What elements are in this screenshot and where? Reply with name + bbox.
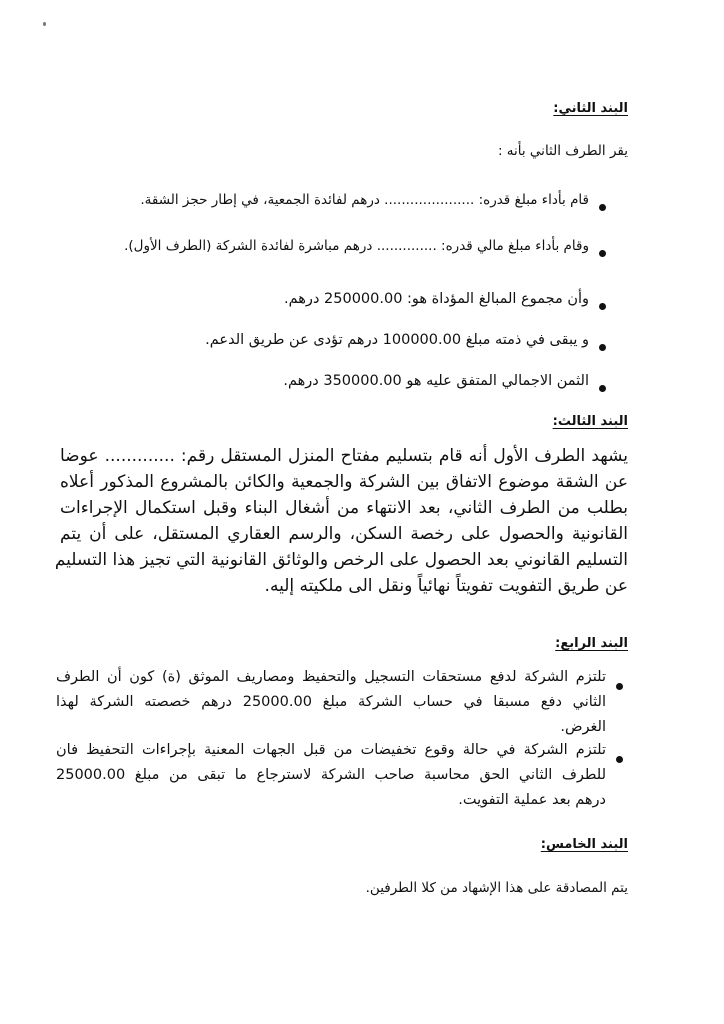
- article4-bullet-2-line-1: تلتزم الشركة في حالة وقوع تخفيضات من قبل الجهات المعنية بإجراءات التحفيظ فان: [56, 742, 606, 758]
- article4-bullet-2: [56, 738, 606, 813]
- bullet-icon: [599, 303, 606, 310]
- article4-bullet-1-line-2: الثاني دفع مسبقا في حساب الشركة مبلغ 25000.00 درهم خصصته الشركة لهذا: [56, 694, 607, 710]
- article5-text: يتم المصادقة على هذا الإشهاد من كلا الطرفين.: [365, 880, 628, 896]
- article3-line-6: عن طريق التفويت تفويتاً نهائياً ونقل الى ملكيته إليه.: [264, 576, 628, 596]
- article3-line-3: بطلب من الطرف الثاني، بعد الانتهاء من أشغال البناء وقبل استكمال الإجراءات: [60, 498, 628, 518]
- bullet-icon: [616, 756, 623, 763]
- article4-bullet-1: [56, 665, 606, 740]
- article3-heading: البند الثالث:: [552, 414, 628, 429]
- article3-line-4: القانونية والحصول على رخصة السكن، والرسم العقاري المستقل، على أن يتم: [60, 524, 628, 544]
- article2-bullet-2: وقام بأداء مبلغ مالي قدره: .............. درهم مباشرة لفائدة الشركة (الطرف الأول).: [124, 238, 589, 254]
- article2-bullet-5: الثمن الاجمالي المتفق عليه هو 350000.00 درهم.: [283, 373, 589, 389]
- article3-line-5: التسليم القانوني بعد الحصول على الرخص والوثائق القانونية التي تجيز هذا التسليم: [54, 550, 628, 570]
- bullet-icon: [599, 344, 606, 351]
- bullet-icon: [599, 385, 606, 392]
- article3-line-1: يشهد الطرف الأول أنه قام بتسليم مفتاح المنزل المستقل رقم: ............. عوضا: [60, 446, 628, 466]
- article4-bullet-1-line-3: الغرض.: [560, 719, 606, 735]
- article4-bullet-1-line-1: تلتزم الشركة لدفع مستحقات التسجيل والتحفيظ ومصاريف الموثق (ة) كون أن الطرف: [56, 669, 606, 685]
- bullet-icon: [599, 250, 606, 257]
- article2-bullet-3: وأن مجموع المبالغ المؤداة هو: 250000.00 درهم.: [284, 291, 589, 307]
- article4-bullet-2-line-2: للطرف الثاني الحق محاسبة صاحب الشركة لاسترجاع ما تبقى من مبلغ 25000.00: [56, 767, 606, 783]
- article4-bullet-2-line-3: درهم بعد عملية التفويت.: [458, 792, 606, 808]
- article3-paragraph: [54, 443, 628, 599]
- article3-line-2: عن الشقة موضوع الاتفاق بين الشركة والجمعية والكائن بالمشروع المذكور أعلاه: [60, 472, 628, 492]
- bullet-icon: [616, 683, 623, 690]
- article2-intro: يقر الطرف الثاني بأنه :: [497, 143, 628, 159]
- bullet-icon: [599, 204, 606, 211]
- article2-heading: البند الثاني:: [553, 101, 628, 116]
- scan-speck: [43, 22, 46, 26]
- article5-heading: البند الخامس:: [540, 837, 628, 852]
- article4-heading: البند الرابع:: [555, 636, 628, 651]
- article2-bullet-4: و يبقى في ذمته مبلغ 100000.00 درهم تؤدى عن طريق الدعم.: [205, 332, 589, 348]
- article2-bullet-1: قام بأداء مبلغ قدره: ..................... درهم لفائدة الجمعية، في إطار حجز الشقة.: [140, 192, 589, 208]
